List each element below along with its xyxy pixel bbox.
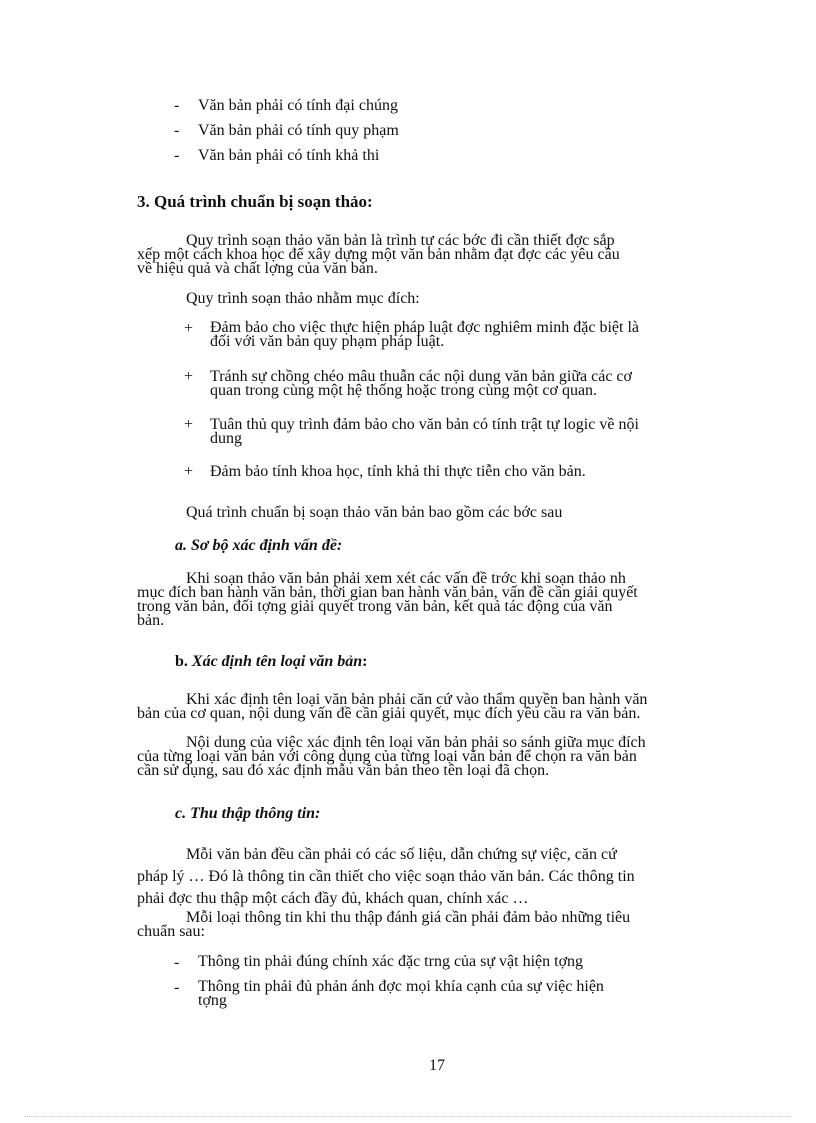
text-line: bản của cơ quan, nội dung vấn đề cần giải quyết, mục đích yêu cầu ra văn bản. (137, 705, 641, 722)
text-line: quan trong cùng một hệ thống hoặc trong cùng một cơ quan. (210, 382, 598, 399)
subheading-b (175, 653, 367, 671)
subheading-c: c. Thu thập thông tin: (175, 805, 321, 822)
information-paragraph-2 (137, 911, 739, 939)
text-line: về hiệu quả và chất lợng của văn bản. (137, 260, 378, 277)
text-line: cần sử dụng, sau đó xác định mẫu văn bản theo tên loại đã chọn. (137, 762, 550, 779)
text-line: Tuân thủ quy trình đảm bảo cho văn bản có tính trật tự logic về nội (210, 416, 639, 433)
subheading-a: a. Sơ bộ xác định vấn đề: (175, 537, 343, 554)
intro-bullet-1: Văn bản phải có tính đại chúng (198, 97, 398, 114)
subheading-b-letter: b. (175, 653, 188, 670)
text-line: bản. (137, 612, 165, 629)
preliminary-issue-paragraph (137, 572, 739, 628)
plus-marker: + (184, 463, 194, 480)
intro-bullet-2: Văn bản phải có tính quy phạm (198, 122, 399, 139)
dash-marker: - (174, 147, 180, 164)
dash-marker: - (174, 954, 180, 971)
dash-marker: - (174, 122, 180, 139)
subheading-b-title: Xác định tên loại văn bản (191, 653, 363, 670)
document-type-paragraph-2 (137, 736, 739, 778)
text-line: Nội dung của việc xác định tên loại văn bản phải so sánh giữa mục đích (186, 734, 646, 751)
page-bottom-divider (24, 1116, 792, 1117)
section-3-heading: 3. Quá trình chuẩn bị soạn thảo: (137, 192, 373, 211)
text-line: tợng (198, 992, 227, 1009)
text-line: mục đích ban hành văn bản, thời gian ban hành văn bản, vấn đề cần giải quyết (137, 584, 638, 601)
text-line: trong văn bản, đối tợng giải quyết trong văn bản, kết quả tác động của văn (137, 598, 613, 615)
purpose-item-1 (210, 321, 739, 349)
criteria-item-1 (198, 955, 739, 969)
purpose-item-3 (210, 418, 739, 446)
text-line: Quy trình soạn thảo văn bản là trình tự các bớc đi cần thiết đợc sắp (186, 232, 615, 249)
steps-intro: Quá trình chuẩn bị soạn thảo văn bản bao gồm các bớc sau (186, 504, 563, 521)
document-type-paragraph-1 (137, 693, 739, 721)
text-line: Mỗi văn bản đều cần phải có các số liệu, dẫn chứng sự việc, căn cứ (186, 846, 617, 863)
text-line: Đảm bảo cho việc thực hiện pháp luật đợc nghiêm minh đặc biệt là (210, 319, 639, 336)
text-line: pháp lý … Đó là thông tin cần thiết cho việc soạn thảo văn bản. Các thông tin (137, 868, 635, 885)
criteria-item-2 (198, 980, 739, 1008)
plus-marker: + (184, 320, 194, 337)
plus-marker: + (184, 416, 194, 433)
subheading-b-colon: : (362, 653, 368, 670)
text-line: phải đợc thu thập một cách đầy đủ, khách quan, chính xác … (137, 890, 529, 907)
purpose-intro: Quy trình soạn thảo nhằm mục đích: (186, 290, 420, 307)
page-number: 17 (429, 1057, 445, 1074)
text-line: xếp một cách khoa học để xây dựng một văn bản nhằm đạt đợc các yêu cầu (137, 246, 620, 263)
text-line: Đảm bảo tính khoa học, tính khả thi thực tiễn cho văn bản. (210, 463, 586, 480)
plus-marker: + (184, 368, 194, 385)
text-line: của từng loại văn bản với công dụng của từng loại văn bản để chọn ra văn bản (137, 748, 637, 765)
text-line: Khi xác định tên loại văn bản phải căn cứ vào thẩm quyền ban hành văn (186, 691, 648, 708)
intro-bullet-3: Văn bản phải có tính khả thi (198, 147, 380, 164)
text-line: dung (210, 430, 242, 447)
text-line: Thông tin phải đúng chính xác đặc trng của sự vật hiện tợng (198, 953, 584, 970)
purpose-item-2 (210, 370, 739, 398)
information-paragraph-1 (137, 844, 739, 910)
text-line: Khi soạn thảo văn bản phải xem xét các vấn đề trớc khi soạn thảo nh (186, 570, 626, 587)
text-line: chuẩn sau: (137, 923, 205, 940)
text-line: Tránh sự chồng chéo mâu thuẫn các nội dung văn bản giữa các cơ (210, 368, 632, 385)
dash-marker: - (174, 979, 180, 996)
text-line: Thông tin phải đủ phản ánh đợc mọi khía cạnh của sự việc hiện (198, 978, 604, 995)
process-definition-paragraph (137, 234, 739, 276)
text-line: Mỗi loại thông tin khi thu thập đánh giá cần phải đảm bảo những tiêu (186, 909, 631, 926)
dash-marker: - (174, 97, 180, 114)
purpose-item-4 (210, 465, 739, 479)
text-line: đối với văn bản quy phạm pháp luật. (210, 333, 445, 350)
